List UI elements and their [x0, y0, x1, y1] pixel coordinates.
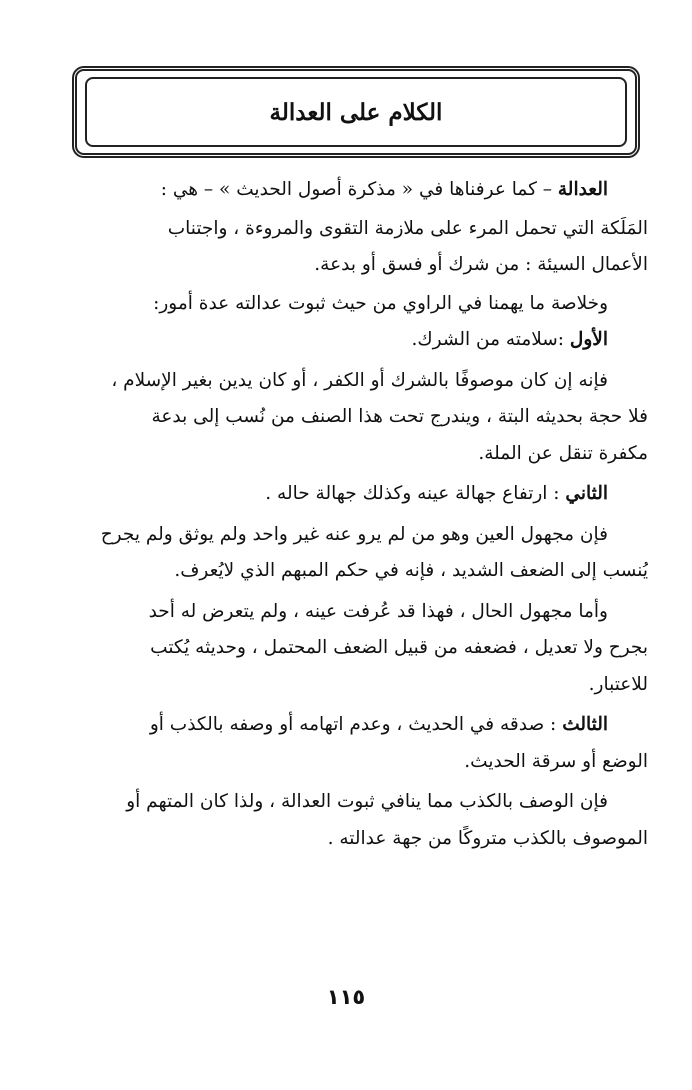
text-line	[70, 172, 648, 209]
header-frame	[72, 66, 640, 158]
text-line	[70, 476, 648, 513]
text-line: فإنه إن كان موصوفًا بالشرك أو الكفر ، أو كان يدين بغير الإسلام ،	[111, 369, 608, 391]
main-text	[70, 172, 648, 857]
text-line: للاعتبار.	[588, 673, 648, 695]
text-line	[70, 322, 648, 359]
text-line: وأما مجهول الحال ، فهذا قد عُرفت عينه ، ولم يتعرض له أحد	[148, 600, 608, 622]
text-line: مكفرة تنقل عن الملة.	[478, 442, 648, 464]
text-line: فإن الوصف بالكذب مما ينافي ثبوت العدالة ، ولذا كان المتهم أو	[126, 791, 608, 812]
text-line: فإن مجهول العين وهو من لم يرو عنه غير واحد ولم يوثق ولم يجرح	[100, 523, 608, 545]
text-line: الموصوف بالكذب متروكًا من جهة عدالته .	[327, 827, 648, 849]
section-heading-third: الثالث	[562, 714, 608, 735]
text-span: :سلامته من الشرك.	[411, 329, 570, 350]
section-heading-first: الأول	[569, 329, 608, 350]
text-line: وخلاصة ما يهمنا في الراوي من حيث ثبوت عدالته عدة أمور:	[153, 292, 608, 314]
page-title: الكلام على العدالة	[269, 98, 443, 126]
page-number: ١١٥	[326, 985, 366, 1009]
text-line: الأعمال السيئة : من شرك أو فسق أو بدعة.	[314, 254, 648, 275]
term-heading: العدالة	[557, 179, 608, 200]
text-span: : صدقه في الحديث ، وعدم اتهامه أو وصفه بالكذب أو	[149, 714, 563, 735]
text-line: المَلَكة التي تحمل المرء على ملازمة التقوى والمروءة ، واجتناب	[167, 217, 648, 239]
text-line: فلا حجة بحديثه البتة ، ويندرج تحت هذا الصنف من نُسب إلى بدعة	[151, 406, 648, 427]
section-heading-second: الثاني	[565, 483, 608, 504]
text-span: – كما عرفناها في « مذكرة أصول الحديث » – هي :	[160, 179, 558, 200]
text-line: الوضع أو سرقة الحديث.	[464, 750, 648, 772]
text-line: بجرح ولا تعديل ، فضعفه من قبيل الضعف المحتمل ، وحديثه يُكتب	[150, 637, 648, 658]
text-span: : ارتفاع جهالة عينه وكذلك جهالة حاله .	[265, 483, 566, 504]
text-line	[70, 707, 648, 744]
text-line: يُنسب إلى الضعف الشديد ، فإنه في حكم المبهم الذي لايُعرف.	[174, 560, 648, 581]
header-inner-border	[85, 77, 627, 147]
